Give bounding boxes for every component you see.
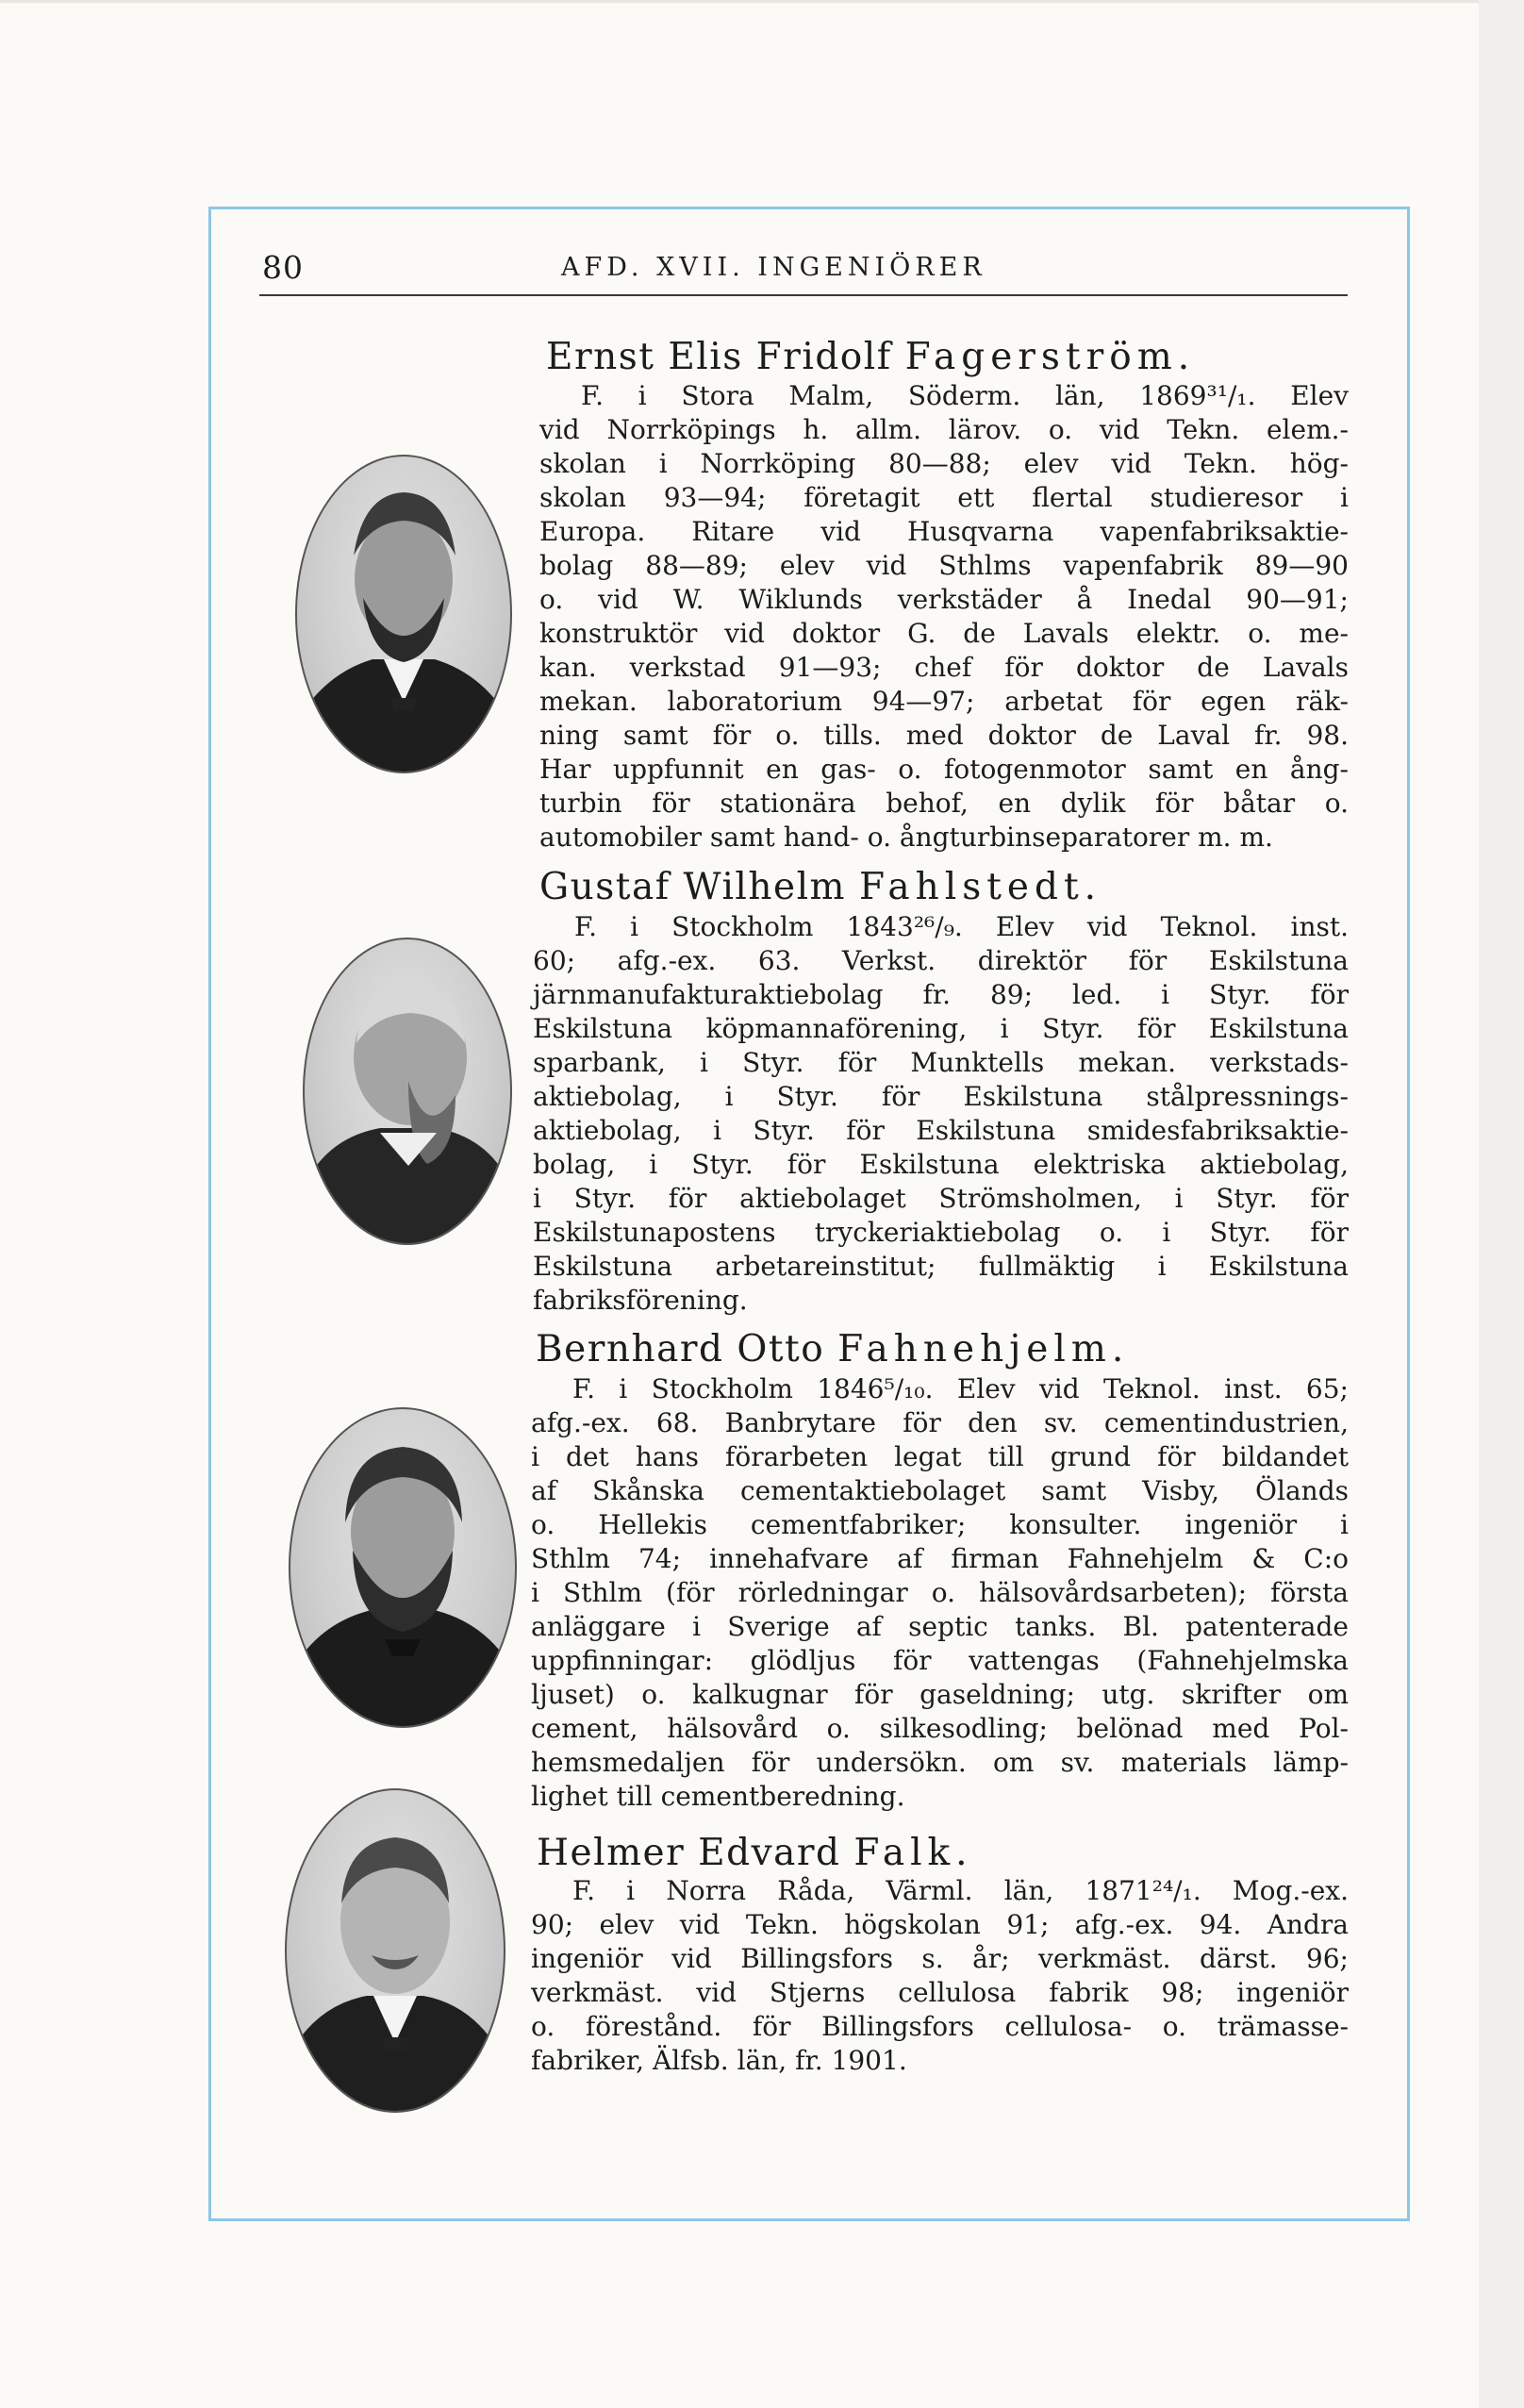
bio-line: cement, hälsovård o. silkesodling; belönad med Pol- — [531, 1713, 1349, 1744]
entry-surname: Fahnehjelm. — [837, 1328, 1130, 1370]
bio-line: vid Norrköpings h. allm. lärov. o. vid Tekn. elem.- — [539, 414, 1349, 445]
bio-line: lighet till cementberedning. — [531, 1781, 905, 1812]
entry-given-names: Gustaf Wilhelm — [539, 866, 847, 908]
bio-line: Eskilstuna arbetareinstitut; fullmäktig i Eskilstuna — [533, 1251, 1349, 1282]
bio-line: Sthlm 74; innehafvare af firman Fahnehjelm & C:o — [531, 1543, 1349, 1574]
bio-line: i Styr. för aktiebolaget Strömsholmen, i Styr. för — [533, 1183, 1349, 1214]
entry-given-names: Bernhard Otto — [536, 1328, 825, 1370]
bio-line: ning samt för o. tills. med doktor de Laval fr. 98. — [539, 720, 1349, 751]
bio-line: aktiebolag, i Styr. för Eskilstuna stålpressnings- — [533, 1081, 1349, 1112]
page-number: 80 — [262, 249, 304, 286]
bio-line: hemsmedaljen för undersökn. om sv. materials lämp- — [531, 1747, 1349, 1778]
entry-biography — [533, 910, 1349, 1318]
bio-line: ljuset) o. kalkugnar för gaseldning; utg. skrifter om — [531, 1679, 1349, 1710]
bio-line: fabriker, Älfsb. län, fr. 1901. — [531, 2045, 907, 2076]
bio-line: sparbank, i Styr. för Munktells mekan. verkstads- — [533, 1047, 1349, 1078]
bio-line: F. i Stora Malm, Söderm. län, 1869³¹/₁. Elev — [581, 380, 1349, 411]
bio-line: afg.-ex. 68. Banbrytare för den sv. cementindustrien, — [531, 1407, 1349, 1438]
bio-line: verkmäst. vid Stjerns cellulosa fabrik 98; ingeniör — [531, 1977, 1349, 2008]
portrait-fahlstedt — [303, 938, 512, 1245]
bio-line: mekan. laboratorium 94—97; arbetat för egen räk- — [539, 686, 1349, 717]
bio-line: järnmanufakturaktiebolag fr. 89; led. i Styr. för — [533, 979, 1349, 1010]
bio-line: Har uppfunnit en gas- o. fotogenmotor samt en ång- — [539, 754, 1349, 785]
bio-line: i det hans förarbeten legat till grund för bildandet — [531, 1441, 1349, 1472]
bio-line: uppfinningar: glödljus för vattengas (Fahnehjelmska — [531, 1645, 1349, 1676]
entry-biography — [531, 1874, 1349, 2078]
bio-line: o. förestånd. för Billingsfors cellulosa- o. trämasse- — [531, 2011, 1349, 2042]
entry-given-names: Ernst Elis Fridolf — [546, 336, 892, 378]
portrait-falk — [285, 1788, 505, 2113]
entry-surname: Fagerström. — [904, 336, 1196, 378]
bio-line: F. i Stockholm 1843²⁶/₉. Elev vid Teknol. inst. — [574, 911, 1349, 942]
entry-surname: Fahlstedt. — [858, 866, 1102, 908]
bio-line: skolan 93—94; företagit ett flertal studieresor i — [539, 482, 1349, 513]
page-header — [259, 247, 1348, 296]
bio-line: Eskilstunapostens tryckeriaktiebolag o. i Styr. för — [533, 1217, 1349, 1248]
bio-line: fabriksförening. — [533, 1285, 748, 1316]
bio-line: F. i Stockholm 1846⁵/₁₀. Elev vid Teknol. inst. 65; — [572, 1373, 1349, 1404]
entry-biography — [539, 379, 1349, 855]
scan-margin — [1479, 0, 1524, 2408]
bio-line: skolan i Norrköping 80—88; elev vid Tekn. hög- — [539, 448, 1349, 479]
entry-biography — [531, 1372, 1349, 1814]
bio-line: 60; afg.-ex. 63. Verkst. direktör för Eskilstuna — [533, 945, 1349, 976]
portrait-fahnehjelm — [289, 1407, 517, 1728]
bio-line: i Sthlm (för rörledningar o. hälsovårdsarbeten); första — [531, 1577, 1349, 1608]
bio-line: af Skånska cementaktiebolaget samt Visby, Ölands — [531, 1475, 1349, 1506]
bio-line: bolag, i Styr. för Eskilstuna elektriska aktiebolag, — [533, 1149, 1349, 1180]
entry-name — [546, 336, 1195, 378]
bio-line: Europa. Ritare vid Husqvarna vapenfabriksaktie- — [539, 516, 1349, 547]
bio-line: o. vid W. Wiklunds verkstäder å Inedal 90—91; — [539, 584, 1349, 615]
bio-line: turbin för stationära behof, en dylik för båtar o. — [539, 788, 1349, 819]
portrait-fagerstrom — [295, 455, 512, 773]
bio-line: o. Hellekis cementfabriker; konsulter. ingeniör i — [531, 1509, 1349, 1540]
bio-line: bolag 88—89; elev vid Sthlms vapenfabrik 89—90 — [539, 550, 1349, 581]
bio-line: 90; elev vid Tekn. högskolan 91; afg.-ex. 94. Andra — [531, 1909, 1349, 1940]
running-head: AFD. XVII. INGENIÖRER — [561, 253, 986, 282]
bio-line: kan. verkstad 91—93; chef för doktor de Lavals — [539, 652, 1349, 683]
bio-line: automobiler samt hand- o. ångturbinseparatorer m. m. — [539, 822, 1273, 853]
bio-line: F. i Norra Råda, Värml. län, 1871²⁴/₁. Mog.-ex. — [572, 1875, 1349, 1906]
entry-name — [536, 1328, 1129, 1370]
bio-line: Eskilstuna köpmannaförening, i Styr. för Eskilstuna — [533, 1013, 1349, 1044]
entry-given-names: Helmer Edvard — [537, 1832, 841, 1874]
entry-name — [537, 1832, 973, 1874]
bio-line: aktiebolag, i Styr. för Eskilstuna smidesfabriksaktie- — [533, 1115, 1349, 1146]
bio-line: ingeniör vid Billingsfors s. år; verkmäst. därst. 96; — [531, 1943, 1349, 1974]
page-edge — [0, 0, 1479, 3]
bio-line: konstruktör vid doktor G. de Lavals elektr. o. me- — [539, 618, 1349, 649]
bio-line: anläggare i Sverige af septic tanks. Bl. patenterade — [531, 1611, 1349, 1642]
entry-name — [539, 866, 1102, 908]
entry-surname: Falk. — [853, 1832, 973, 1874]
